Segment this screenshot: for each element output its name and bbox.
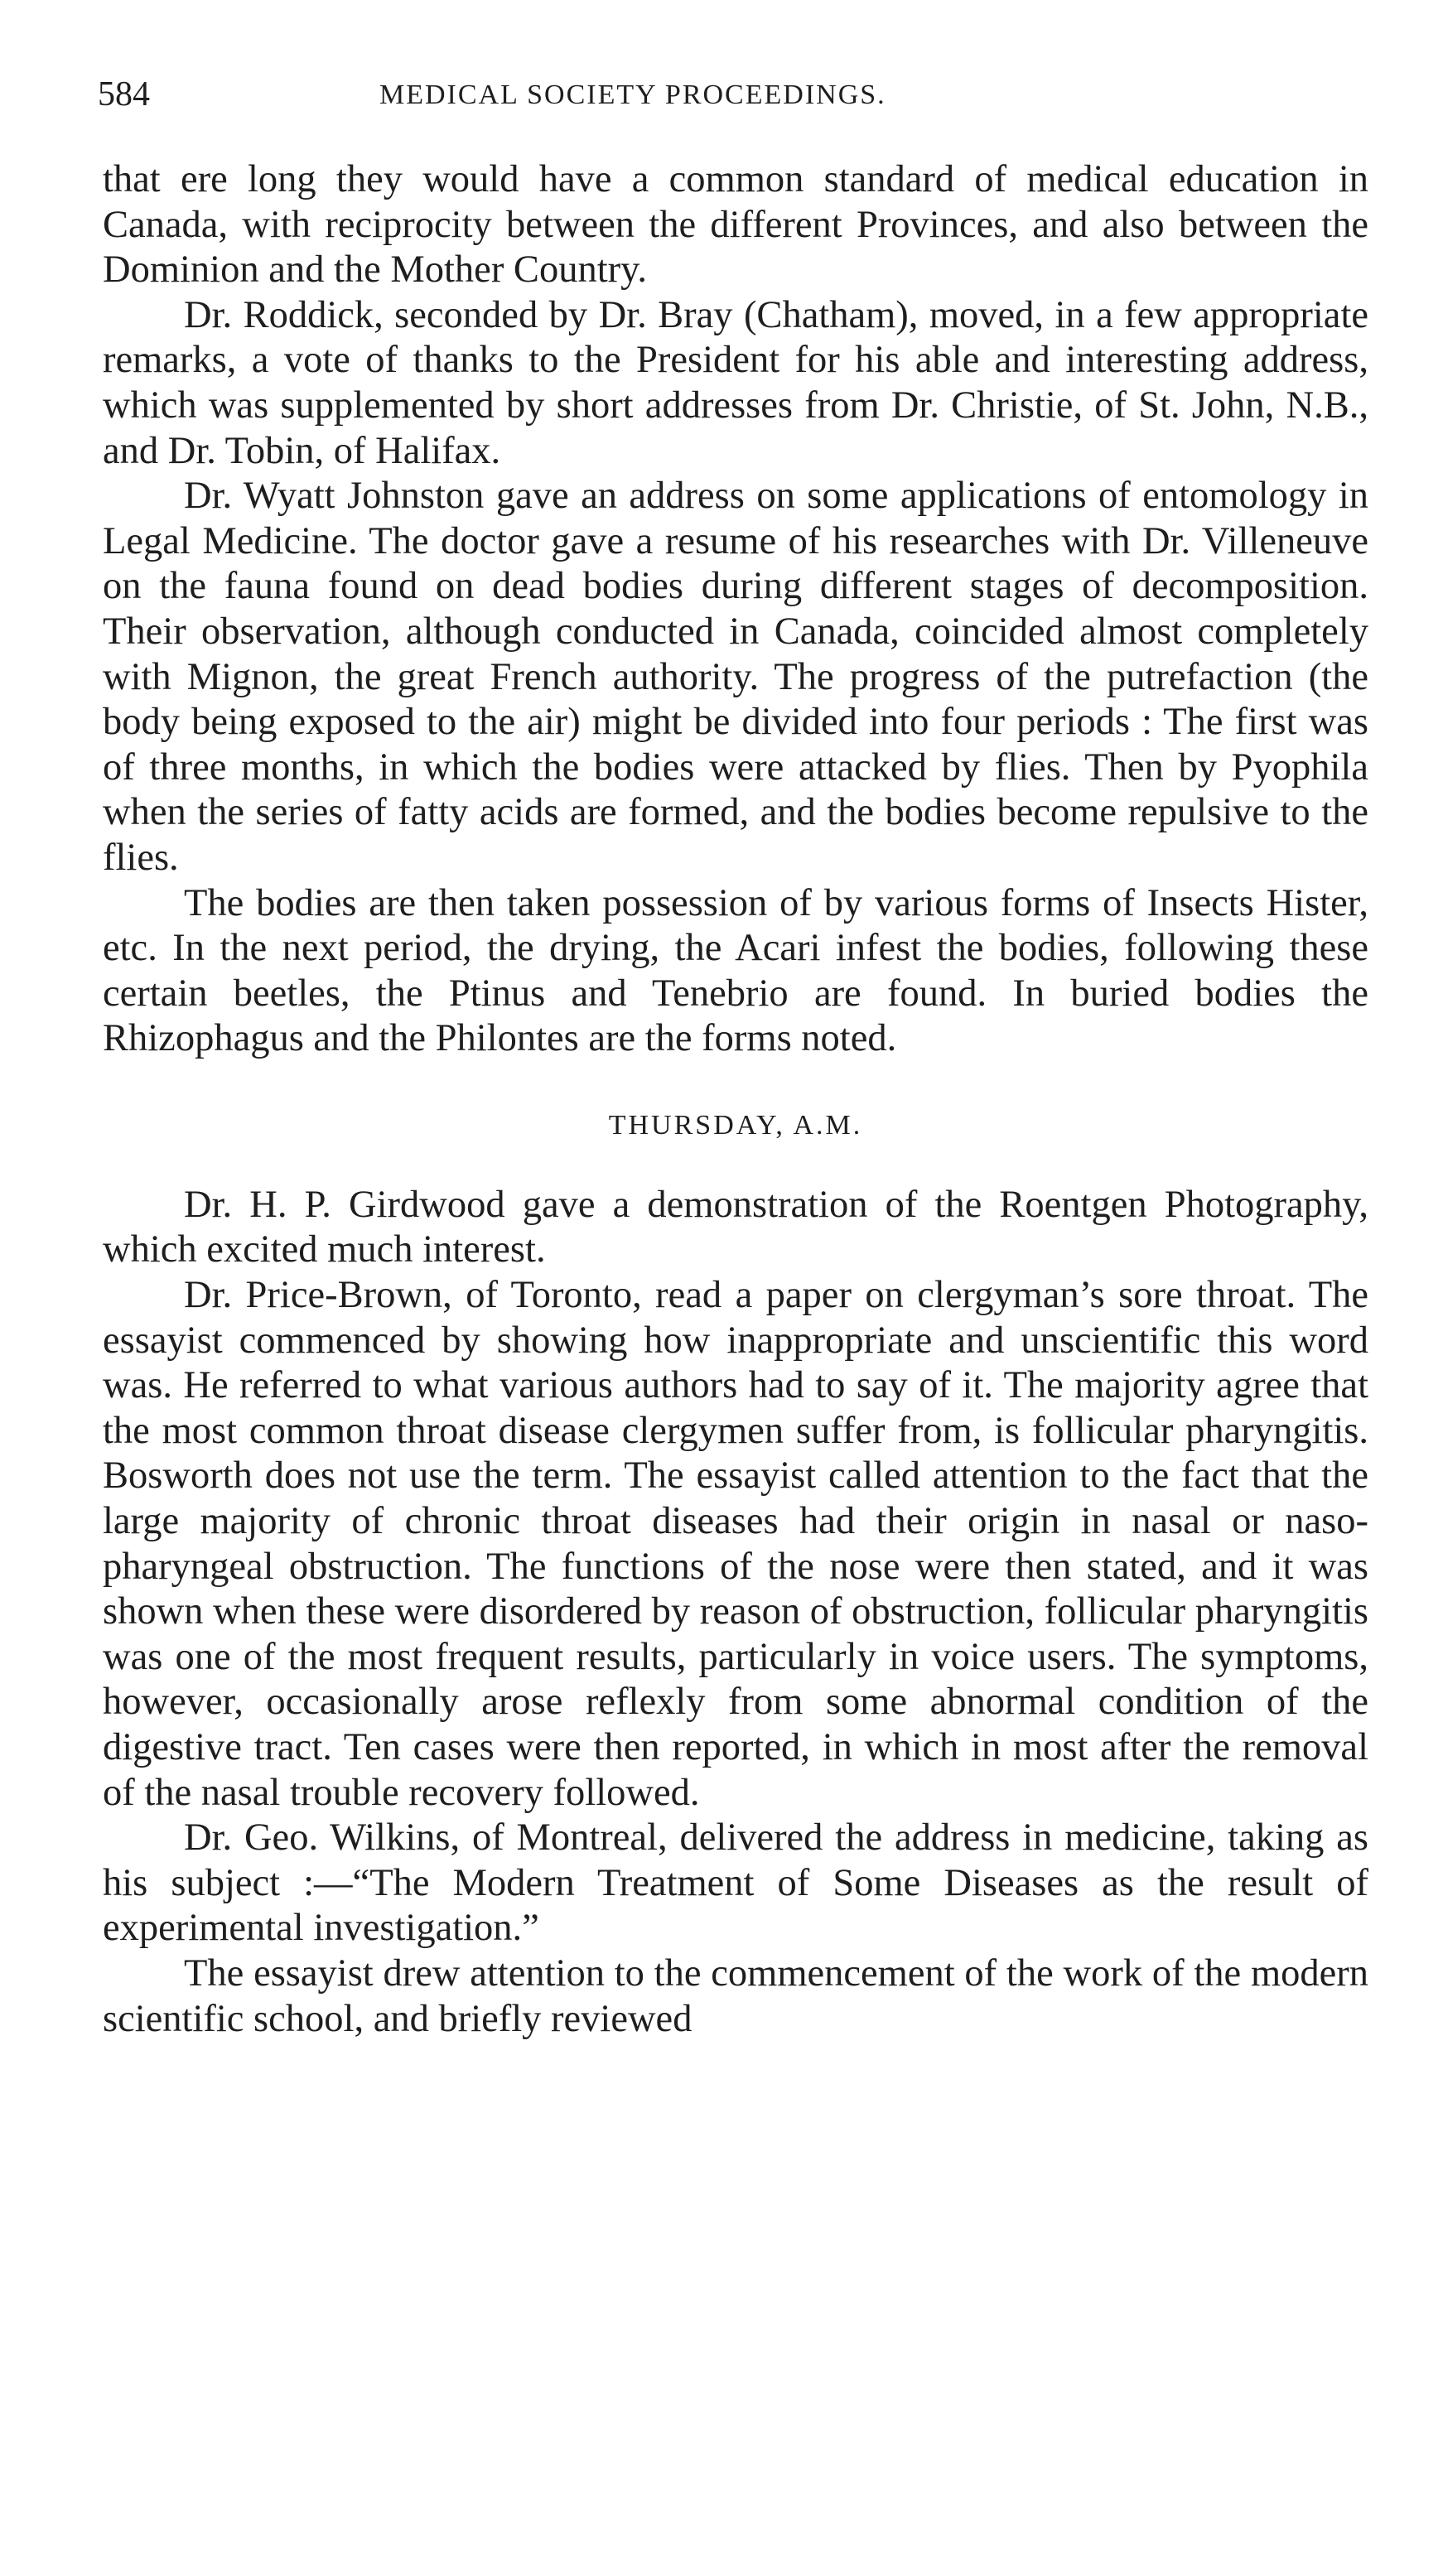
section-heading: THURSDAY, A.M. <box>608 1109 863 1141</box>
running-head <box>98 75 1373 124</box>
text-column <box>103 157 1368 2042</box>
paragraph-wyatt-johnston-entomology: Dr. Wyatt Johnston gave an address on some applications of entomology in Legal Medicine. The doctor gave a resume of his researches with Dr. Villeneuve on the fauna found on dead bodies during different stages of decomposition. Their observation, although conducted in Canada, coincided almost completely with Mignon, the great French authority. The progress of the putrefaction (the body being exposed to the air) might be divided into four periods : The first was of three months, in which the bodies were attacked by flies. Then by Pyophila when the series of fatty acids are formed, and the bodies become repulsive to the flies. <box>103 475 1368 879</box>
paragraph-price-brown-sore-throat: Dr. Price-Brown, of Toronto, read a paper on clergyman’s sore throat. The essayist commenced by showing how inappropriate and unscientific this word was. He referred to what various authors had to say of it. The majority agree that the most common throat disease clergymen suffer from, is follicular pharyngitis. Bosworth does not use the term. The essayist called attention to the fact that the large majority of chronic throat diseases had their origin in nasal or naso-pharyngeal obstruction. The functions of the nose were then stated, and it was shown when these were disordered by reason of obstruction, follicular pharyngitis was one of the most frequent results, particularly in voice users. The symptoms, however, occasionally arose reflexly from some abnormal condition of the digestive tract. Ten cases were then reported, in which in most after the removal of the nasal trouble recovery followed. <box>103 1274 1368 1814</box>
paragraph-continuation: that ere long they would have a common standard of medical education in Canada, with reciprocity between the different Provinces, and also between the Dominion and the Mother Country. <box>103 158 1368 292</box>
paragraph-roddick-vote-of-thanks: Dr. Roddick, seconded by Dr. Bray (Chatham), moved, in a few appropriate remarks, a vote of thanks to the President for his able and interesting address, which was supplemented by short addresses from Dr. Christie, of St. John, N.B., and Dr. Tobin, of Halifax. <box>103 293 1368 472</box>
paragraph-bodies-insects: The bodies are then taken possession of by various forms of Insects Hister, etc. In the next period, the drying, the Acari infest the bodies, following these certain beetles, the Ptinus and Tenebrio are found. In buried bodies the Rhizophagus and the Philontes are the forms noted. <box>103 881 1368 1060</box>
paragraph-essayist-scientific-school: The essayist drew attention to the commencement of the work of the modern scientific school, and briefly reviewed <box>103 1951 1368 2040</box>
page-number: 584 <box>98 75 150 113</box>
running-title: MEDICAL SOCIETY PROCEEDINGS. <box>379 80 886 110</box>
paragraph-wilkins-address: Dr. Geo. Wilkins, of Montreal, delivered the address in medicine, taking as his subject :—“The Modern Treatment of Some Diseases as the result of experimental investigation.” <box>103 1816 1368 1950</box>
paragraph-girdwood-roentgen: Dr. H. P. Girdwood gave a demonstration of the Roentgen Photography, which excited much interest. <box>103 1183 1368 1271</box>
